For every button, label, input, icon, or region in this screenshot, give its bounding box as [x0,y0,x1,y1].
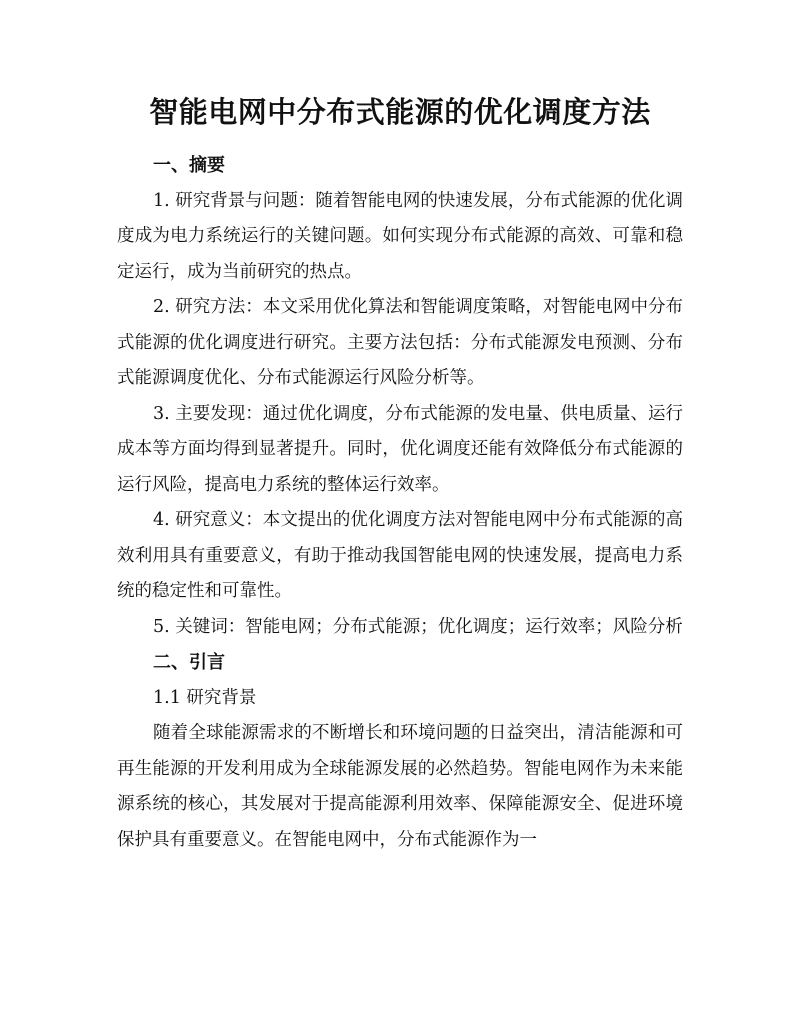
abstract-item-methods: 2. 研究方法：本文采用优化算法和智能调度策略，对智能电网中分布式能源的优化调度进行研究。主要方法包括：分布式能源发电预测、分布式能源调度优化、分布式能源运行风险分析等。 [117,297,683,388]
section-heading-introduction: 二、引言 [153,652,225,673]
section-heading-abstract: 一、摘要 [153,155,225,176]
abstract-item-significance: 4. 研究意义：本文提出的优化调度方法对智能电网中分布式能源的高效利用具有重要意义，有助于推动我国智能电网的快速发展，提高电力系统的稳定性和可靠性。 [117,510,683,601]
abstract-item-background: 1. 研究背景与问题：随着智能电网的快速发展，分布式能源的优化调度成为电力系统运行的关键问题。如何实现分布式能源的高效、可靠和稳定运行，成为当前研究的热点。 [117,190,683,282]
abstract-item-findings: 3. 主要发现：通过优化调度，分布式能源的发电量、供电质量、运行成本等方面均得到显著提升。同时，优化调度还能有效降低分布式能源的运行风险，提高电力系统的整体运行效率。 [117,403,683,495]
subsection-heading-background: 1.1 研究背景 [153,687,257,708]
document-title: 智能电网中分布式能源的优化调度方法 [149,95,651,129]
intro-paragraph: 随着全球能源需求的不断增长和环境问题的日益突出，清洁能源和可再生能源的开发利用成为全球能源发展的必然趋势。智能电网作为未来能源系统的核心，其发展对于提高能源利用效率、保障能源安全、促进环境保护具有重要意义。在智能电网中，分布式能源作为一 [117,723,683,850]
document-body [117,148,683,858]
abstract-item-keywords: 5. 关键词：智能电网；分布式能源；优化调度；运行效率；风险分析 [153,616,683,637]
